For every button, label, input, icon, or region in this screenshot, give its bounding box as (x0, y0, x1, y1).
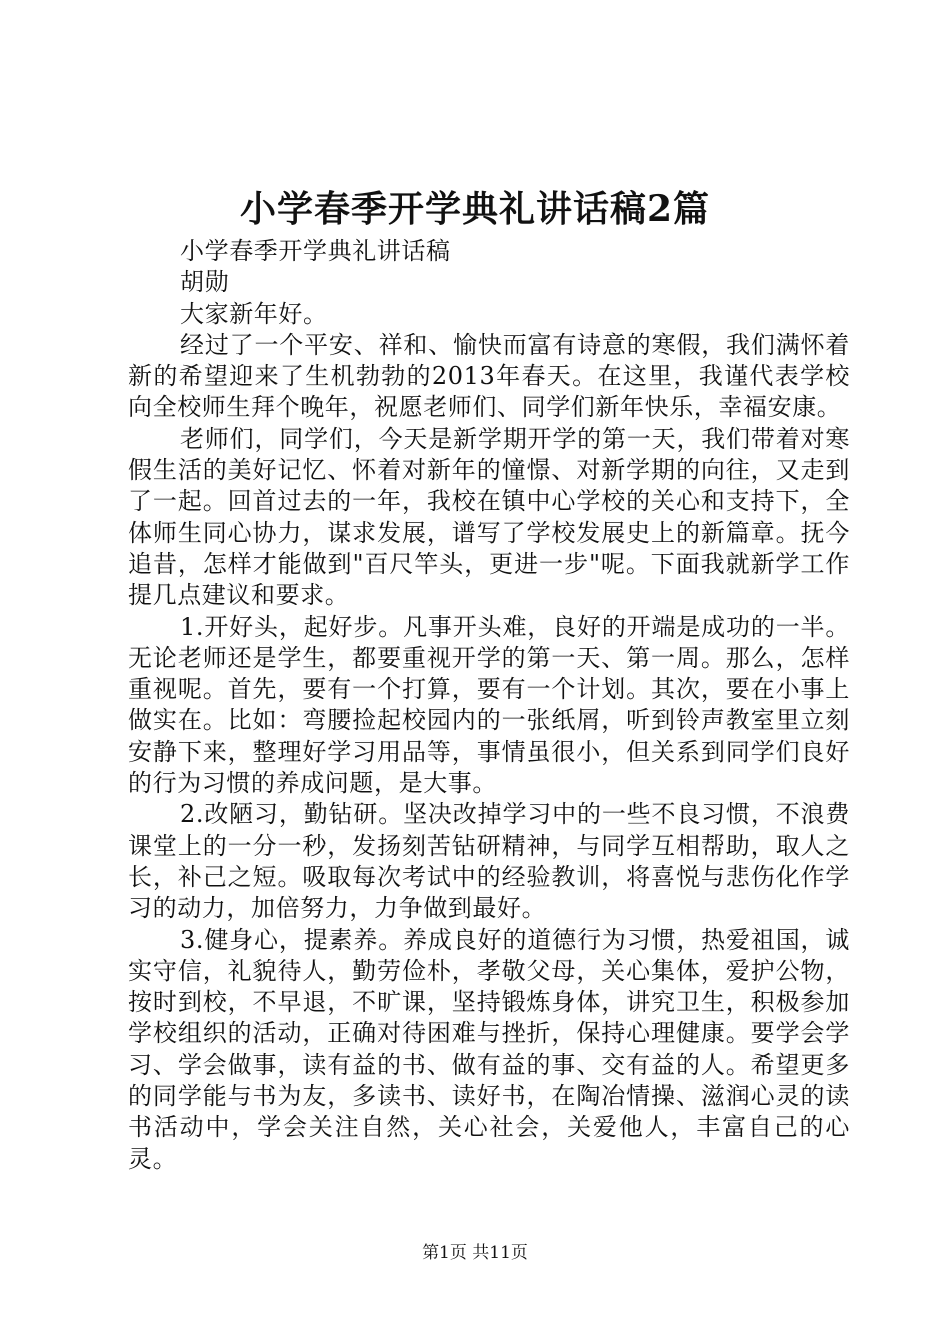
page-number-footer: 第1页 共11页 (422, 1243, 528, 1263)
body-paragraph: 2.改陋习，勤钻研。坚决改掉学习中的一些不良习惯，不浪费课堂上的一分一秒，发扬刻苦钻研精神，与同学互相帮助，取人之长，补己之短。吸取每次考试中的经验教训，将喜悦与悲伤化作学习的动力，加倍努力，力争做到最好。 (128, 800, 850, 923)
body-paragraph: 3.健身心，提素养。养成良好的道德行为习惯，热爱祖国，诚实守信，礼貌待人，勤劳俭朴，孝敬父母，关心集体，爱护公物，按时到校，不早退，不旷课，坚持锻炼身体，讲究卫生，积极参加学校组织的活动，正确对待困难与挫折，保持心理健康。要学会学习、学会做事，读有益的书、做有益的事、交有益的人。希望更多的同学能与书为友，多读书、读好书，在陶冶情操、滋润心灵的读书活动中，学会关注自然，关心社会，关爱他人，丰富自己的心灵。 (128, 925, 850, 1173)
document-body (128, 236, 850, 1175)
body-paragraph: 老师们，同学们，今天是新学期开学的第一天，我们带着对寒假生活的美好记忆、怀着对新年的憧憬、对新学期的向往，又走到了一起。回首过去的一年，我校在镇中心学校的关心和支持下，全体师生同心协力，谋求发展，谱写了学校发展史上的新篇章。抚今追昔，怎样才能做到"百尺竿头，更进一步"呢。下面我就新学工作提几点建议和要求。 (128, 424, 850, 610)
body-paragraph: 经过了一个平安、祥和、愉快而富有诗意的寒假，我们满怀着新的希望迎来了生机勃勃的2013年春天。在这里，我谨代表学校向全校师生拜个晚年，祝愿老师们、同学们新年快乐，幸福安康。 (128, 330, 850, 422)
greeting-paragraph: 大家新年好。 (180, 299, 328, 328)
body-paragraph: 1.开好头，起好步。凡事开头难，良好的开端是成功的一半。无论老师还是学生，都要重视开学的第一天、第一周。那么，怎样重视呢。首先，要有一个打算，要有一个计划。其次，要在小事上做实在。比如：弯腰捡起校园内的一张纸屑，听到铃声教室里立刻安静下来，整理好学习用品等，事情虽很小，但关系到同学们良好的行为习惯的养成问题，是大事。 (128, 612, 850, 798)
author-paragraph: 胡勋 (180, 268, 230, 297)
subtitle-paragraph: 小学春季开学典礼讲话稿 (180, 237, 451, 265)
document-title: 小学春季开学典礼讲话稿2篇 (239, 188, 711, 230)
